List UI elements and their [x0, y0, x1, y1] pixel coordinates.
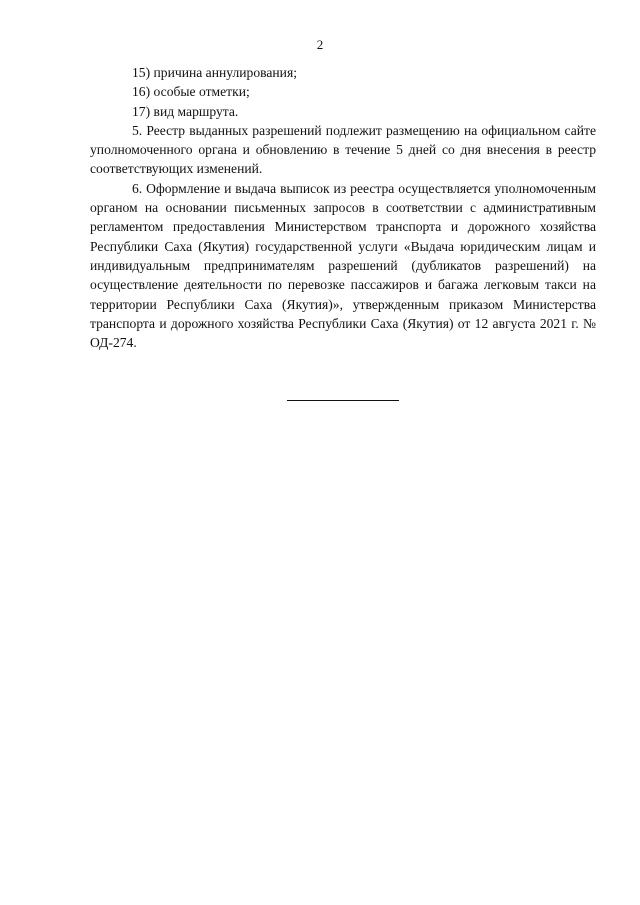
- document-body: [90, 63, 596, 352]
- paragraph-5: 5. Реестр выданных разрешений подлежит размещению на официальном сайте уполномоченного органа и обновлению в течение 5 дней со дня внесения в реестр соответствующих изменений.: [90, 122, 596, 177]
- list-item-17: 17) вид маршрута.: [132, 103, 239, 119]
- paragraph-6: 6. Оформление и выдача выписок из реестра осуществляется уполномоченным органом на основании письменных запросов в соответствии с административным регламентом предоставления Министерством транспорта и дорожного хозяйства Республики Саха (Якутия) государственной услуги «Выдача юридическим лицам и индивидуальным предпринимателям разрешений (дубликатов разрешений) на осуществление деятельности по перевозке пассажиров и багажа легковым такси на территории Республики Саха (Якутия)», утвержденным приказом Министерства транспорта и дорожного хозяйства Республики Саха (Якутия) от 12 августа 2021 г. № ОД-274.: [90, 180, 596, 351]
- list-item-16: 16) особые отметки;: [132, 84, 250, 100]
- list-item-15: 15) причина аннулирования;: [132, 65, 297, 80]
- end-of-document-line: [287, 400, 399, 401]
- page-number: 2: [316, 37, 324, 52]
